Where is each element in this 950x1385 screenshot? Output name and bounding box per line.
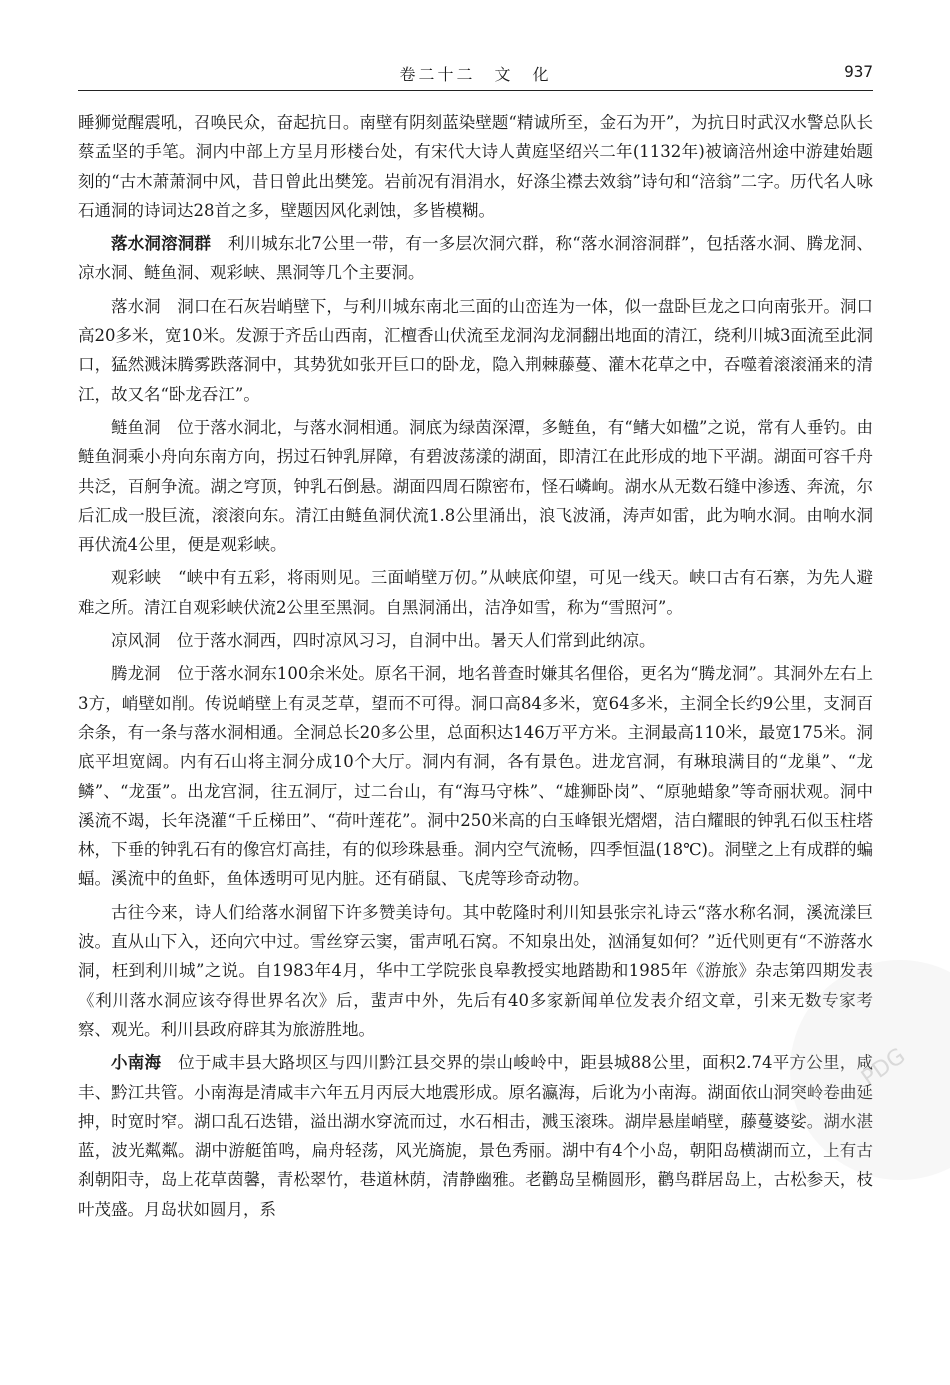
entry-heading: 落水洞 [111,296,161,316]
entry-heading: 腾龙洞 [111,664,161,684]
paragraph [78,229,873,288]
paragraph-text: 利川城东北7公里一带，有一多层次洞穴群，称“落水洞溶洞群”，包括落水洞、腾龙洞、凉水洞、鲢鱼洞、观彩峡、黑洞等几个主要洞。 [78,234,873,283]
paragraph-text: 睡狮觉醒震吼，召唤民众，奋起抗日。南壁有阴刻蓝染壁题“精诚所至，金石为开”，为抗日时武汉水警总队长蔡孟坚的手笔。洞内中部上方呈月形楼台处，有宋代大诗人黄庭坚绍兴二年(1132年)被谪涪州途中游建始题刻的“古木萧萧洞中风，昔日曾此出樊笼。岩前况有涓涓水，好涤尘襟去效翁”诗句和“涪翁”二字。历代名人咏石通洞的诗词达28首之多，壁题因风化剥蚀，多皆模糊。 [78,113,873,220]
paragraph [78,292,873,409]
paragraph-text: 位于咸丰县大路坝区与四川黔江县交界的崇山峻岭中，距县城88公里，面积2.74平方公里，咸丰、黔江共管。小南海是清咸丰六年五月丙辰大地震形成。原名瀛海，后讹为小南海。湖面依山洞突岭卷曲延抻，时宽时窄。湖口乱石迭错，溢出湖水穿流而过，水石相击，溅玉滚珠。湖岸悬崖峭壁，藤蔓婆娑。湖水湛蓝，波光粼粼。湖中游艇笛鸣，扁舟轻荡，风光旖旎，景色秀丽。湖中有4个小岛，朝阳岛横湖而立，上有古刹朝阳寺，岛上花草茵馨，青松翠竹，巷道林荫，清静幽雅。老鹳岛呈椭圆形，鹳鸟群居岛上，古松参天，枝叶茂盛。月岛状如圆月，系 [78,1053,874,1219]
watermark-mark: PDG [857,1043,911,1092]
paragraph-text: “峡中有五彩，将雨则见。三面峭壁万仞。”从峡底仰望，可见一线天。峡口古有石寨，为先人避难之所。清江自观彩峡伏流2公里至黑洞。自黑洞涌出，洁净如雪，称为“雪照河”。 [78,568,874,617]
paragraph [78,659,873,893]
paragraph-text: 洞口在石灰岩峭壁下，与利川城东南北三面的山峦连为一体，似一盘卧巨龙之口向南张开。洞口高20多米，宽10米。发源于齐岳山西南，汇檀香山伏流至龙洞沟龙洞翻出地面的清江，绕利川城3面流至此洞口，猛然溅沫腾雾跌落洞中，其势犹如张开巨口的卧龙，隐入荆棘藤蔓、灌木花草之中，吞噬着滚滚涌来的清江，故又名“卧龙吞江”。 [78,296,874,404]
paragraph-text: 位于落水洞东100余米处。原名干洞，地名普查时嫌其名俚俗，更名为“腾龙洞”。其洞外左右上3方，峭壁如削。传说峭壁上有灵芝草，望而不可得。洞口高84多米，宽64多米，主洞全长约9公里，支洞百余条，有一条与落水洞相通。全洞总长20多公里，总面积达146万平方米。主洞最高110米，最宽175米。洞底平坦宽阔。内有石山将主洞分成10个大厅。洞内有洞，各有景色。进龙宫洞，有琳琅满目的“龙巢”、“龙鳞”、“龙蛋”。出龙宫洞，往五洞厅，过二台山，有“海马守株”、“雄狮卧岗”、“原驰蜡象”等奇丽状观。洞中溪流不竭，长年浇灌“千丘梯田”、“荷叶莲花”。洞中250米高的白玉峰银光熠熠，洁白耀眼的钟乳石似玉柱塔林，下垂的钟乳石有的像宫灯高挂，有的似珍珠悬垂。洞内空气流畅，四季恒温(18℃)。洞壁之上有成群的蝙蝠。溪流中的鱼虾，鱼体透明可见内脏。还有硝鼠、飞虎等珍奇动物。 [78,664,873,889]
chapter-title: 卷二十二 文 化 [399,65,552,84]
paragraph [78,108,873,225]
paragraph [78,626,873,655]
paragraph [78,898,873,1044]
page-number: 937 [844,62,873,81]
paragraph [78,1048,873,1224]
running-header [78,60,873,88]
entry-heading: 观彩峡 [111,568,162,588]
paragraph [78,563,873,622]
body-text [78,108,873,1228]
header-rule [78,90,873,91]
entry-heading: 凉风洞 [111,631,161,651]
paragraph-text: 位于落水洞北，与落水洞相通。洞底为绿茵深潭，多鲢鱼，有“鳍大如楹”之说，常有人垂钓。由鲢鱼洞乘小舟向东南方向，拐过石钟乳屏障，有碧波荡漾的湖面，即清江在此形成的地下平湖。湖面可容千舟共泛，百舸争流。湖之穹顶，钟乳石倒悬。湖面四周石隙密布，怪石嶙峋。湖水从无数石缝中渗透、奔流，尔后汇成一股巨流，滚滚向东。清江由鲢鱼洞伏流1.8公里涌出，浪飞波涌，涛声如雷，此为响水洞。由响水洞再伏流4公里，便是观彩峡。 [78,417,874,555]
paragraph [78,413,873,559]
paragraph-text: 位于落水洞西，四时凉风习习，自洞中出。暑天人们常到此纳凉。 [177,631,656,651]
section-heading: 小南海 [111,1053,162,1073]
paragraph-text: 古往今来，诗人们给落水洞留下许多赞美诗句。其中乾隆时利川知县张宗礼诗云“落水称名洞，溪流漾巨波。直从山下入，还向穴中过。雪丝穿云窦，雷声吼石窝。不知泉出处，汹涌复如何？”近代则更有“不游落水洞，枉到利川城”之说。自1983年4月，华中工学院张良皋教授实地踏勘和1985年《游旅》杂志第四期发表《利川落水洞应该夺得世界名次》后，蜚声中外，先后有40多家新闻单位发表介绍文章，引来无数专家考察、观光。利川县政府辟其为旅游胜地。 [78,902,873,1039]
entry-heading: 鲢鱼洞 [111,417,161,437]
section-heading: 落水洞溶洞群 [111,234,212,254]
